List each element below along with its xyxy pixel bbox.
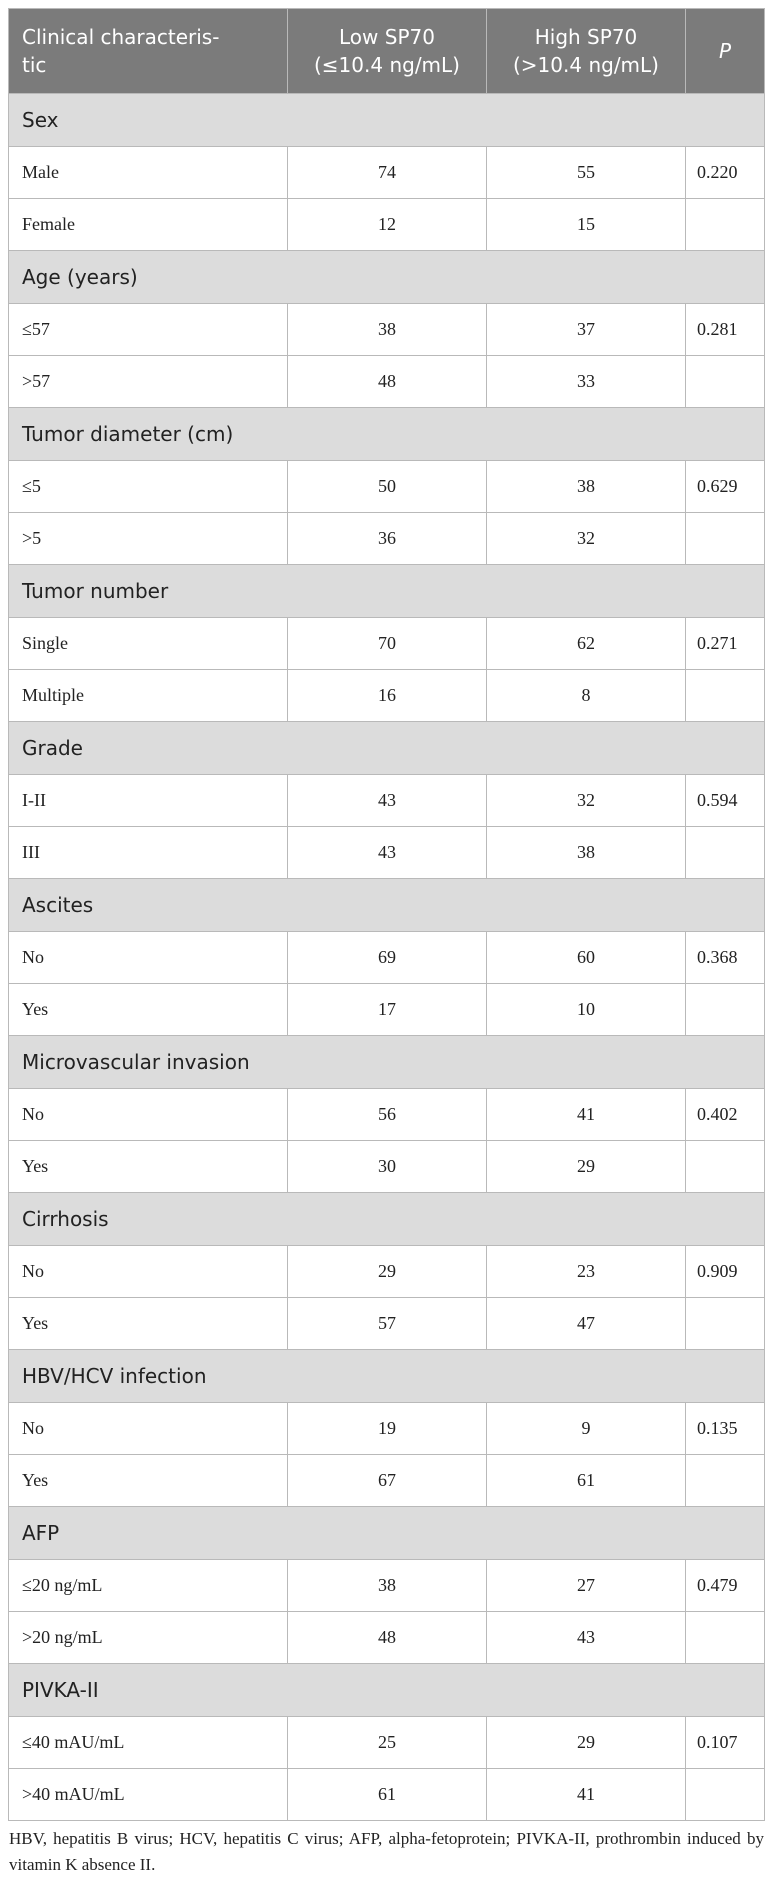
low-sp70-count: 29 bbox=[288, 1246, 487, 1298]
section-title: Microvascular invasion bbox=[9, 1036, 765, 1089]
row-label: III bbox=[9, 827, 288, 879]
low-sp70-count: 48 bbox=[288, 1612, 487, 1664]
table-row bbox=[9, 1298, 765, 1350]
low-sp70-count: 25 bbox=[288, 1717, 487, 1769]
high-sp70-count: 10 bbox=[487, 984, 686, 1036]
high-sp70-count: 61 bbox=[487, 1455, 686, 1507]
table-footnote: HBV, hepatitis B virus; HCV, hepatitis C virus; AFP, alpha-fetoprotein; PIVKA-II, prothrombin induced by vitamin K absence II. bbox=[9, 1829, 764, 1874]
section-header-row bbox=[9, 1193, 765, 1246]
p-value: 0.402 bbox=[686, 1089, 765, 1141]
section-title: Grade bbox=[9, 722, 765, 775]
table-row bbox=[9, 1455, 765, 1507]
section-header-row bbox=[9, 879, 765, 932]
p-value: 0.479 bbox=[686, 1560, 765, 1612]
header-high-sp70 bbox=[487, 9, 686, 94]
header-low-sp70-line-2: (≤10.4 ng/mL) bbox=[314, 53, 460, 77]
high-sp70-count: 23 bbox=[487, 1246, 686, 1298]
section-title: Tumor diameter (cm) bbox=[9, 408, 765, 461]
high-sp70-count: 32 bbox=[487, 775, 686, 827]
table-container bbox=[8, 8, 764, 1878]
high-sp70-count: 47 bbox=[487, 1298, 686, 1350]
row-label: Single bbox=[9, 618, 288, 670]
table-row bbox=[9, 670, 765, 722]
table-row bbox=[9, 1769, 765, 1821]
high-sp70-count: 33 bbox=[487, 356, 686, 408]
table-row bbox=[9, 461, 765, 513]
p-value: 0.594 bbox=[686, 775, 765, 827]
low-sp70-count: 56 bbox=[288, 1089, 487, 1141]
section-title: Ascites bbox=[9, 879, 765, 932]
p-value: 0.220 bbox=[686, 147, 765, 199]
low-sp70-count: 30 bbox=[288, 1141, 487, 1193]
section-header-row bbox=[9, 1507, 765, 1560]
section-title: Cirrhosis bbox=[9, 1193, 765, 1246]
p-value bbox=[686, 1769, 765, 1821]
low-sp70-count: 48 bbox=[288, 356, 487, 408]
table-row bbox=[9, 356, 765, 408]
table-header-row bbox=[9, 9, 765, 94]
high-sp70-count: 38 bbox=[487, 461, 686, 513]
high-sp70-count: 41 bbox=[487, 1769, 686, 1821]
table-body bbox=[9, 94, 765, 1821]
table-row bbox=[9, 1141, 765, 1193]
table-row bbox=[9, 304, 765, 356]
table-row bbox=[9, 1246, 765, 1298]
high-sp70-count: 55 bbox=[487, 147, 686, 199]
p-value bbox=[686, 827, 765, 879]
section-title: AFP bbox=[9, 1507, 765, 1560]
row-label: ≤20 ng/mL bbox=[9, 1560, 288, 1612]
high-sp70-count: 29 bbox=[487, 1717, 686, 1769]
row-label: ≤57 bbox=[9, 304, 288, 356]
high-sp70-count: 8 bbox=[487, 670, 686, 722]
header-clinical-characteristic-line-2: tic bbox=[22, 53, 47, 77]
low-sp70-count: 43 bbox=[288, 775, 487, 827]
row-label: I-II bbox=[9, 775, 288, 827]
section-header-row bbox=[9, 408, 765, 461]
p-value: 0.271 bbox=[686, 618, 765, 670]
p-value bbox=[686, 356, 765, 408]
section-title: Age (years) bbox=[9, 251, 765, 304]
table-row bbox=[9, 775, 765, 827]
low-sp70-count: 61 bbox=[288, 1769, 487, 1821]
clinical-characteristics-table bbox=[8, 8, 765, 1821]
high-sp70-count: 27 bbox=[487, 1560, 686, 1612]
row-label: Yes bbox=[9, 984, 288, 1036]
low-sp70-count: 74 bbox=[288, 147, 487, 199]
low-sp70-count: 12 bbox=[288, 199, 487, 251]
p-value: 0.629 bbox=[686, 461, 765, 513]
p-value: 0.368 bbox=[686, 932, 765, 984]
p-value: 0.281 bbox=[686, 304, 765, 356]
section-header-row bbox=[9, 1036, 765, 1089]
table-row bbox=[9, 1089, 765, 1141]
row-label: No bbox=[9, 1403, 288, 1455]
low-sp70-count: 19 bbox=[288, 1403, 487, 1455]
low-sp70-count: 43 bbox=[288, 827, 487, 879]
low-sp70-count: 50 bbox=[288, 461, 487, 513]
section-title: Tumor number bbox=[9, 565, 765, 618]
low-sp70-count: 69 bbox=[288, 932, 487, 984]
high-sp70-count: 38 bbox=[487, 827, 686, 879]
high-sp70-count: 43 bbox=[487, 1612, 686, 1664]
row-label: Yes bbox=[9, 1455, 288, 1507]
high-sp70-count: 60 bbox=[487, 932, 686, 984]
row-label: Yes bbox=[9, 1298, 288, 1350]
table-row bbox=[9, 1560, 765, 1612]
high-sp70-count: 41 bbox=[487, 1089, 686, 1141]
row-label: ≤40 mAU/mL bbox=[9, 1717, 288, 1769]
low-sp70-count: 38 bbox=[288, 304, 487, 356]
p-value bbox=[686, 513, 765, 565]
high-sp70-count: 29 bbox=[487, 1141, 686, 1193]
row-label: >57 bbox=[9, 356, 288, 408]
section-title: PIVKA-II bbox=[9, 1664, 765, 1717]
header-clinical-characteristic bbox=[9, 9, 288, 94]
p-value: 0.107 bbox=[686, 1717, 765, 1769]
high-sp70-count: 62 bbox=[487, 618, 686, 670]
table-row bbox=[9, 513, 765, 565]
section-header-row bbox=[9, 722, 765, 775]
table-row bbox=[9, 984, 765, 1036]
table-row bbox=[9, 1717, 765, 1769]
low-sp70-count: 36 bbox=[288, 513, 487, 565]
row-label: Female bbox=[9, 199, 288, 251]
high-sp70-count: 15 bbox=[487, 199, 686, 251]
p-value bbox=[686, 199, 765, 251]
row-label: Multiple bbox=[9, 670, 288, 722]
low-sp70-count: 16 bbox=[288, 670, 487, 722]
row-label: >20 ng/mL bbox=[9, 1612, 288, 1664]
section-title: Sex bbox=[9, 94, 765, 147]
section-header-row bbox=[9, 1664, 765, 1717]
low-sp70-count: 67 bbox=[288, 1455, 487, 1507]
p-value bbox=[686, 1141, 765, 1193]
header-low-sp70-line-1: Low SP70 bbox=[339, 25, 435, 49]
section-header-row bbox=[9, 251, 765, 304]
p-value bbox=[686, 670, 765, 722]
p-value bbox=[686, 1298, 765, 1350]
row-label: No bbox=[9, 932, 288, 984]
table-row bbox=[9, 147, 765, 199]
row-label: Yes bbox=[9, 1141, 288, 1193]
high-sp70-count: 9 bbox=[487, 1403, 686, 1455]
table-row bbox=[9, 827, 765, 879]
table-row bbox=[9, 1403, 765, 1455]
p-value: 0.135 bbox=[686, 1403, 765, 1455]
table-row bbox=[9, 618, 765, 670]
header-high-sp70-line-1: High SP70 bbox=[534, 25, 638, 49]
p-value bbox=[686, 1455, 765, 1507]
table-row bbox=[9, 199, 765, 251]
low-sp70-count: 57 bbox=[288, 1298, 487, 1350]
table-row bbox=[9, 932, 765, 984]
header-clinical-characteristic-line-1: Clinical characteris- bbox=[22, 25, 220, 49]
section-title: HBV/HCV infection bbox=[9, 1350, 765, 1403]
header-low-sp70 bbox=[288, 9, 487, 94]
high-sp70-count: 32 bbox=[487, 513, 686, 565]
row-label: No bbox=[9, 1089, 288, 1141]
header-p-value: P bbox=[686, 9, 765, 94]
row-label: >5 bbox=[9, 513, 288, 565]
section-header-row bbox=[9, 1350, 765, 1403]
low-sp70-count: 70 bbox=[288, 618, 487, 670]
p-value: 0.909 bbox=[686, 1246, 765, 1298]
p-value bbox=[686, 984, 765, 1036]
section-header-row bbox=[9, 565, 765, 618]
p-value bbox=[686, 1612, 765, 1664]
high-sp70-count: 37 bbox=[487, 304, 686, 356]
row-label: ≤5 bbox=[9, 461, 288, 513]
section-header-row bbox=[9, 94, 765, 147]
row-label: No bbox=[9, 1246, 288, 1298]
row-label: Male bbox=[9, 147, 288, 199]
table-row bbox=[9, 1612, 765, 1664]
low-sp70-count: 38 bbox=[288, 1560, 487, 1612]
header-high-sp70-line-2: (>10.4 ng/mL) bbox=[513, 53, 659, 77]
row-label: >40 mAU/mL bbox=[9, 1769, 288, 1821]
low-sp70-count: 17 bbox=[288, 984, 487, 1036]
